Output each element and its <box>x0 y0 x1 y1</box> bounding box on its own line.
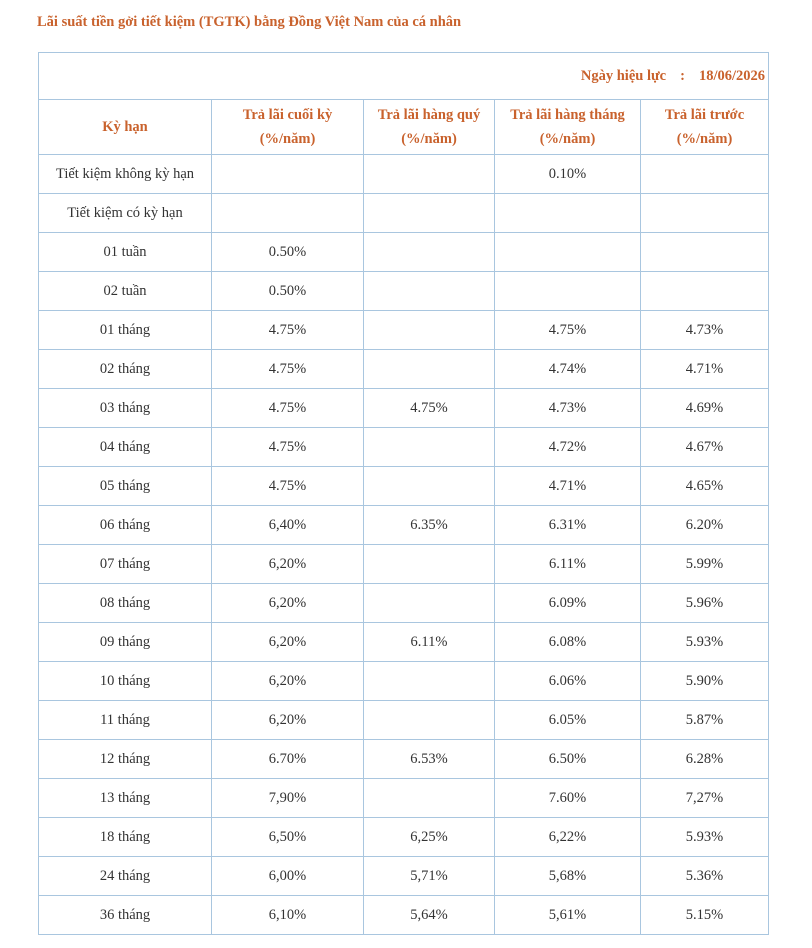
term-cell: 12 tháng <box>39 740 212 779</box>
term-cell: 05 tháng <box>39 467 212 506</box>
quarterly-rate-cell <box>364 662 495 701</box>
header-upfront-line1: Trả lãi trước <box>664 107 745 123</box>
upfront-rate-cell: 5.93% <box>641 623 769 662</box>
monthly-rate-cell: 6.11% <box>495 545 641 584</box>
term-cell: 07 tháng <box>39 545 212 584</box>
end-of-term-rate-cell <box>212 155 364 194</box>
upfront-rate-cell <box>641 272 769 311</box>
term-cell: 04 tháng <box>39 428 212 467</box>
quarterly-rate-cell: 6.11% <box>364 623 495 662</box>
upfront-rate-cell: 4.73% <box>641 311 769 350</box>
table-row <box>39 584 769 623</box>
quarterly-rate-cell <box>364 545 495 584</box>
term-cell: 06 tháng <box>39 506 212 545</box>
monthly-rate-cell: 4.75% <box>495 311 641 350</box>
quarterly-rate-cell <box>364 701 495 740</box>
quarterly-rate-cell <box>364 311 495 350</box>
table-row <box>39 311 769 350</box>
header-end-of-term-line2: (%/năm) <box>259 131 316 147</box>
effective-date-label: Ngày hiệu lực <box>580 67 667 84</box>
monthly-rate-cell: 4.73% <box>495 389 641 428</box>
upfront-rate-cell: 6.28% <box>641 740 769 779</box>
term-cell: 11 tháng <box>39 701 212 740</box>
quarterly-rate-cell: 5,64% <box>364 896 495 935</box>
table-row <box>39 155 769 194</box>
end-of-term-rate-cell: 4.75% <box>212 350 364 389</box>
monthly-rate-cell: 4.71% <box>495 467 641 506</box>
term-cell: 02 tuần <box>39 272 212 311</box>
upfront-rate-cell: 7,27% <box>641 779 769 818</box>
quarterly-rate-cell <box>364 428 495 467</box>
header-row <box>39 100 769 155</box>
header-term <box>39 100 212 155</box>
header-quarterly <box>364 100 495 155</box>
upfront-rate-cell <box>641 233 769 272</box>
quarterly-rate-cell <box>364 155 495 194</box>
monthly-rate-cell <box>495 233 641 272</box>
quarterly-rate-cell: 5,71% <box>364 857 495 896</box>
quarterly-rate-cell <box>364 584 495 623</box>
end-of-term-rate-cell: 6,20% <box>212 623 364 662</box>
end-of-term-rate-cell: 6,50% <box>212 818 364 857</box>
monthly-rate-cell: 4.74% <box>495 350 641 389</box>
term-cell: 24 tháng <box>39 857 212 896</box>
term-cell: 36 tháng <box>39 896 212 935</box>
end-of-term-rate-cell: 4.75% <box>212 467 364 506</box>
upfront-rate-cell: 4.71% <box>641 350 769 389</box>
quarterly-rate-cell <box>364 233 495 272</box>
quarterly-rate-cell: 4.75% <box>364 389 495 428</box>
monthly-rate-cell: 4.72% <box>495 428 641 467</box>
monthly-rate-cell: 6.09% <box>495 584 641 623</box>
upfront-rate-cell: 5.99% <box>641 545 769 584</box>
term-cell: 03 tháng <box>39 389 212 428</box>
table-row <box>39 701 769 740</box>
table-row <box>39 740 769 779</box>
end-of-term-rate-cell: 6,20% <box>212 662 364 701</box>
monthly-rate-cell <box>495 194 641 233</box>
term-cell: 08 tháng <box>39 584 212 623</box>
table-row <box>39 272 769 311</box>
header-quarterly-line1: Trả lãi hàng quý <box>377 107 481 123</box>
end-of-term-rate-cell: 0.50% <box>212 272 364 311</box>
monthly-rate-cell: 7.60% <box>495 779 641 818</box>
term-cell: Tiết kiệm có kỳ hạn <box>39 194 212 233</box>
monthly-rate-cell: 6.31% <box>495 506 641 545</box>
interest-rate-table <box>38 52 769 935</box>
monthly-rate-cell: 6,22% <box>495 818 641 857</box>
upfront-rate-cell: 5.36% <box>641 857 769 896</box>
header-quarterly-line2: (%/năm) <box>401 131 457 147</box>
table-row <box>39 857 769 896</box>
table-row <box>39 779 769 818</box>
monthly-rate-cell: 0.10% <box>495 155 641 194</box>
monthly-rate-cell: 5,68% <box>495 857 641 896</box>
upfront-rate-cell: 5.90% <box>641 662 769 701</box>
upfront-rate-cell: 4.65% <box>641 467 769 506</box>
end-of-term-rate-cell: 6.70% <box>212 740 364 779</box>
table-row <box>39 818 769 857</box>
end-of-term-rate-cell: 6,00% <box>212 857 364 896</box>
end-of-term-rate-cell: 7,90% <box>212 779 364 818</box>
quarterly-rate-cell: 6.35% <box>364 506 495 545</box>
term-cell: 18 tháng <box>39 818 212 857</box>
monthly-rate-cell: 5,61% <box>495 896 641 935</box>
header-term-line1: Kỳ hạn <box>102 119 148 135</box>
term-cell: 13 tháng <box>39 779 212 818</box>
table-row <box>39 350 769 389</box>
page-title: Lãi suất tiền gởi tiết kiệm (TGTK) bằng Đồng Việt Nam của cá nhân <box>37 14 462 30</box>
end-of-term-rate-cell: 6,20% <box>212 584 364 623</box>
monthly-rate-cell: 6.50% <box>495 740 641 779</box>
table-row <box>39 662 769 701</box>
upfront-rate-cell: 5.15% <box>641 896 769 935</box>
end-of-term-rate-cell: 4.75% <box>212 311 364 350</box>
end-of-term-rate-cell: 6,40% <box>212 506 364 545</box>
monthly-rate-cell: 6.08% <box>495 623 641 662</box>
header-end-of-term <box>212 100 364 155</box>
monthly-rate-cell <box>495 272 641 311</box>
header-monthly <box>495 100 641 155</box>
end-of-term-rate-cell: 4.75% <box>212 389 364 428</box>
quarterly-rate-cell <box>364 350 495 389</box>
upfront-rate-cell: 5.87% <box>641 701 769 740</box>
effective-date-row <box>39 53 769 100</box>
term-cell: 10 tháng <box>39 662 212 701</box>
monthly-rate-cell: 6.06% <box>495 662 641 701</box>
table-row <box>39 896 769 935</box>
upfront-rate-cell: 4.67% <box>641 428 769 467</box>
table-row <box>39 389 769 428</box>
table-row <box>39 545 769 584</box>
table-row <box>39 428 769 467</box>
table-row <box>39 623 769 662</box>
quarterly-rate-cell <box>364 272 495 311</box>
upfront-rate-cell <box>641 155 769 194</box>
header-upfront-line2: (%/năm) <box>676 131 733 147</box>
term-cell: 01 tháng <box>39 311 212 350</box>
table-row <box>39 467 769 506</box>
effective-date-separator: : <box>680 67 685 84</box>
end-of-term-rate-cell: 6,20% <box>212 701 364 740</box>
term-cell: 02 tháng <box>39 350 212 389</box>
effective-date-cell <box>39 53 769 100</box>
quarterly-rate-cell <box>364 467 495 506</box>
monthly-rate-cell: 6.05% <box>495 701 641 740</box>
header-upfront <box>641 100 769 155</box>
table-row <box>39 506 769 545</box>
end-of-term-rate-cell: 6,20% <box>212 545 364 584</box>
upfront-rate-cell: 5.93% <box>641 818 769 857</box>
quarterly-rate-cell <box>364 194 495 233</box>
upfront-rate-cell <box>641 194 769 233</box>
term-cell: 09 tháng <box>39 623 212 662</box>
term-cell: Tiết kiệm không kỳ hạn <box>39 155 212 194</box>
table-row <box>39 233 769 272</box>
term-cell: 01 tuần <box>39 233 212 272</box>
end-of-term-rate-cell <box>212 194 364 233</box>
end-of-term-rate-cell: 4.75% <box>212 428 364 467</box>
end-of-term-rate-cell: 6,10% <box>212 896 364 935</box>
header-end-of-term-line1: Trả lãi cuối kỳ <box>242 107 333 123</box>
upfront-rate-cell: 6.20% <box>641 506 769 545</box>
quarterly-rate-cell: 6.53% <box>364 740 495 779</box>
header-monthly-line2: (%/năm) <box>539 131 596 147</box>
quarterly-rate-cell <box>364 779 495 818</box>
effective-date-value: 18/06/2026 <box>698 67 766 84</box>
upfront-rate-cell: 5.96% <box>641 584 769 623</box>
table-row <box>39 194 769 233</box>
header-monthly-line1: Trả lãi hàng tháng <box>510 107 625 123</box>
quarterly-rate-cell: 6,25% <box>364 818 495 857</box>
end-of-term-rate-cell: 0.50% <box>212 233 364 272</box>
upfront-rate-cell: 4.69% <box>641 389 769 428</box>
